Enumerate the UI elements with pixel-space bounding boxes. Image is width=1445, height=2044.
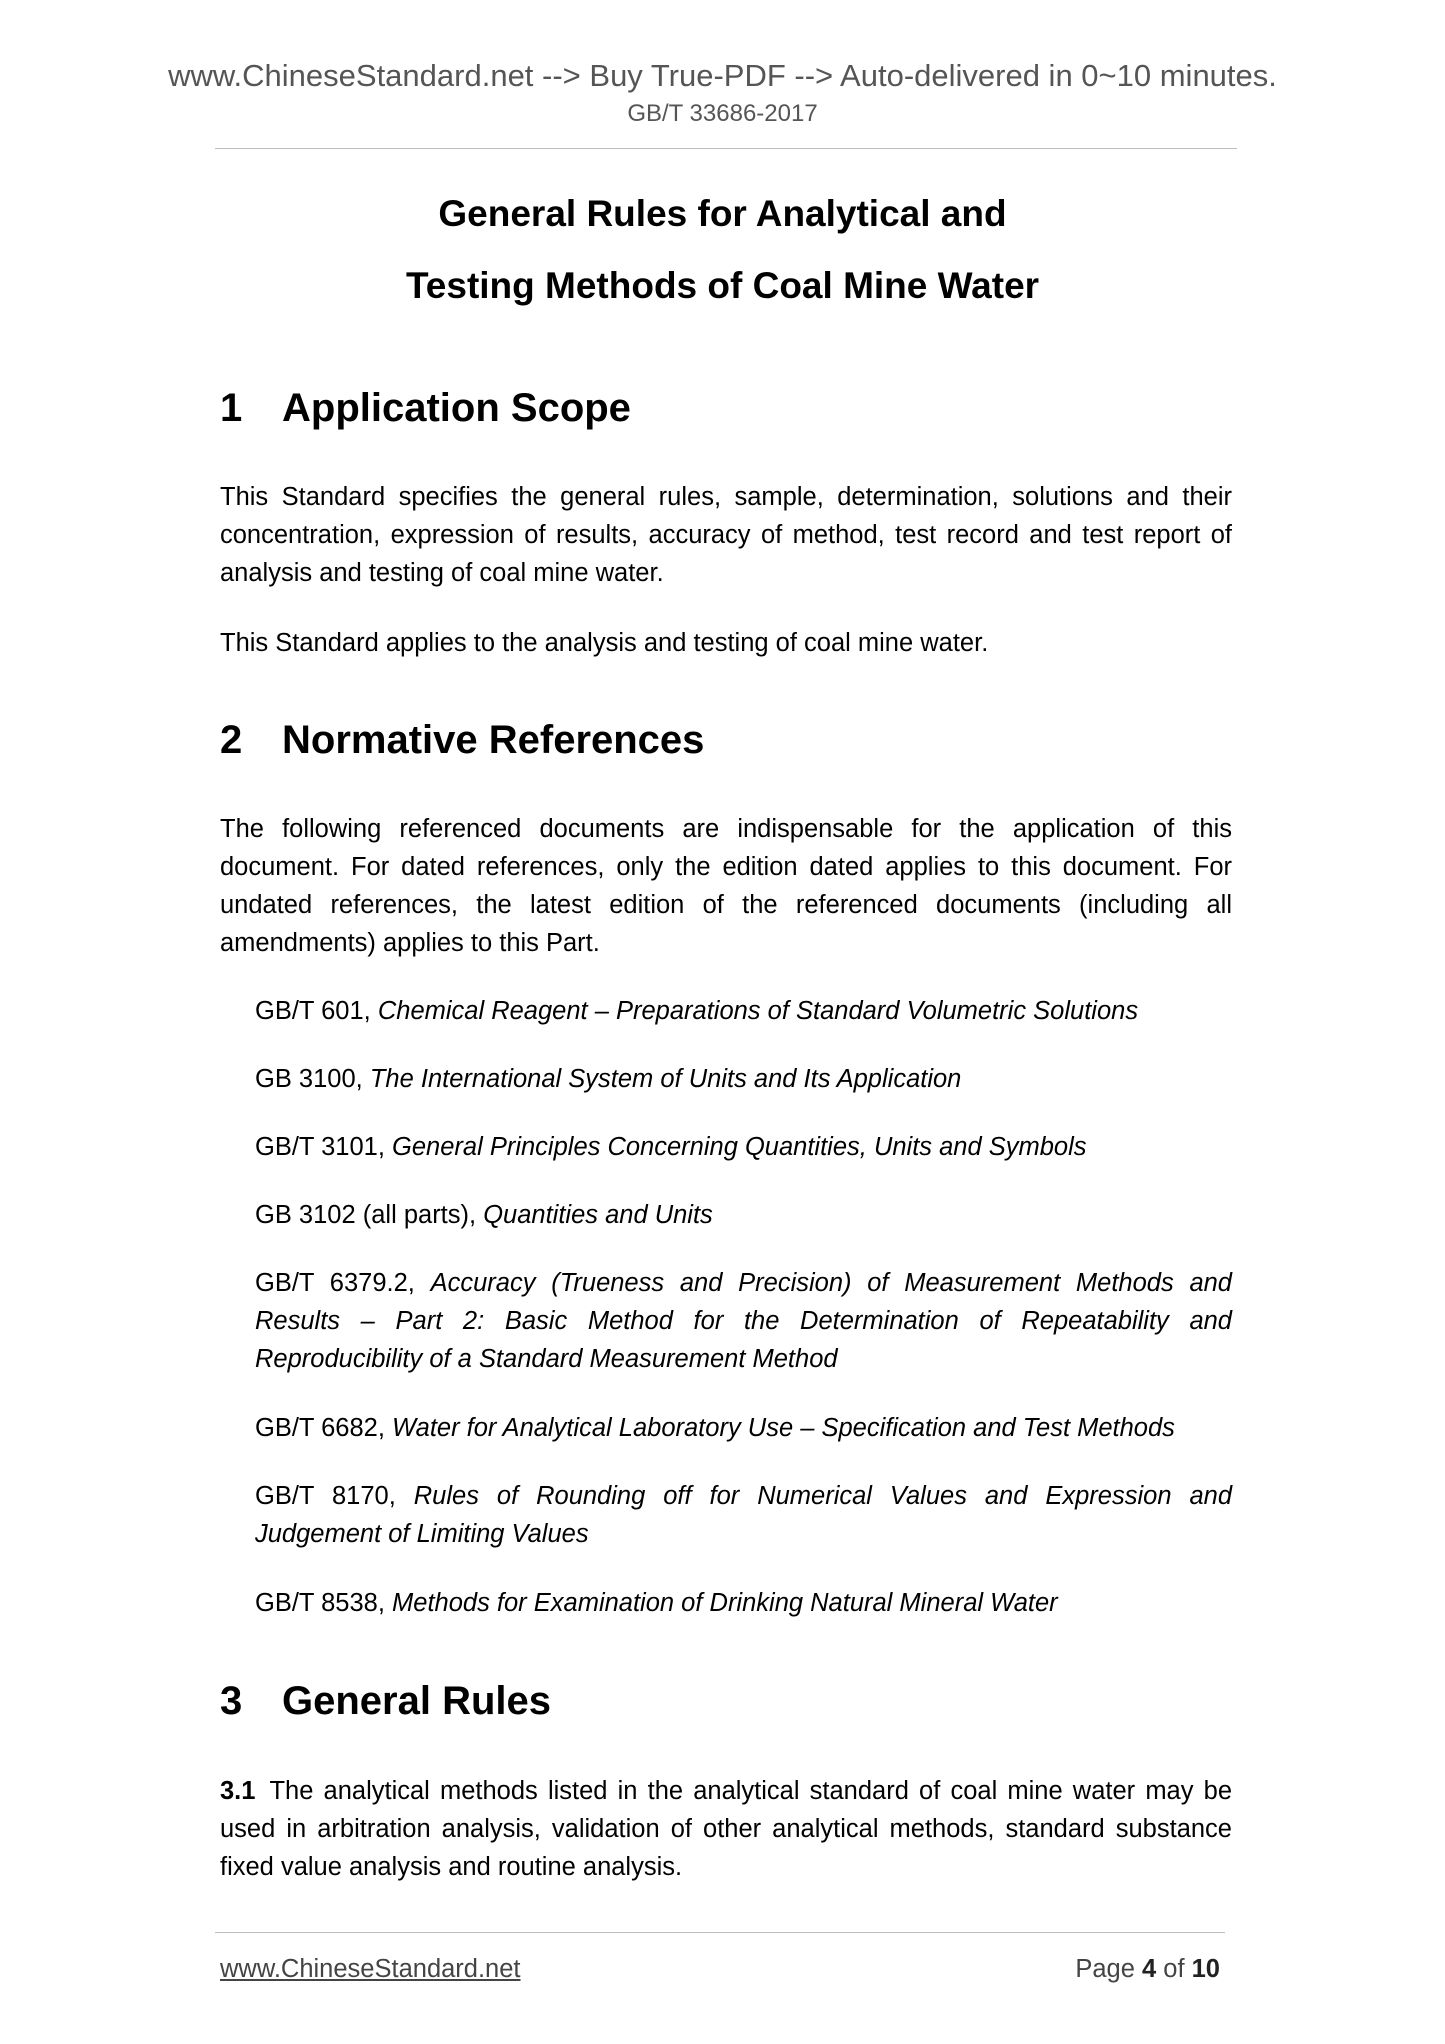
reference-title: Methods for Examination of Drinking Natural Mineral Water — [392, 1589, 1058, 1617]
clause-3-1 — [220, 1772, 1232, 1886]
page-total: 10 — [1191, 1955, 1220, 1983]
reference-item — [255, 1196, 1232, 1234]
reference-title: General Principles Concerning Quantities, Units and Symbols — [392, 1133, 1087, 1161]
reference-code: GB/T 3101, — [255, 1133, 393, 1161]
section-number: 3 — [220, 1679, 243, 1723]
section-3-heading — [220, 1678, 551, 1724]
section-1-heading — [220, 385, 631, 431]
header-banner[interactable]: www.ChineseStandard.net --> Buy True-PDF --> Auto-delivered in 0~10 minutes. — [168, 58, 1277, 93]
section-1-paragraph-1: This Standard specifies the general rules, sample, determination, solutions and their concentration, expression of results, accuracy of method, test record and test report of analysis and testing of coal mine water. — [220, 483, 1232, 587]
section-number: 2 — [220, 718, 243, 762]
section-title: General Rules — [282, 1679, 552, 1723]
reference-item — [255, 1060, 1232, 1098]
reference-item — [255, 1477, 1232, 1553]
footer-website-link[interactable]: www.ChineseStandard.net — [220, 1955, 521, 1983]
reference-code: GB 3102 (all parts), — [255, 1201, 484, 1229]
reference-item — [255, 1584, 1232, 1622]
reference-item — [255, 1128, 1232, 1166]
clause-text: The analytical methods listed in the analytical standard of coal mine water may be used in arbitration analysis, validation of other analytical methods, standard substance fixed value analysis and routine analysis. — [220, 1777, 1232, 1881]
page-of: of — [1156, 1955, 1192, 1983]
section-title: Application Scope — [282, 386, 631, 430]
clause-number: 3.1 — [220, 1777, 256, 1805]
page-prefix: Page — [1075, 1955, 1142, 1983]
section-number: 1 — [220, 386, 243, 430]
document-title-line-1: General Rules for Analytical and — [438, 193, 1007, 234]
reference-item — [255, 1264, 1232, 1378]
reference-title: Chemical Reagent – Preparations of Standard Volumetric Solutions — [377, 997, 1139, 1025]
reference-code: GB/T 8170, — [255, 1482, 414, 1510]
header-standard-code: GB/T 33686-2017 — [627, 100, 818, 127]
reference-title: Rules of Rounding off for Numerical Values and Expression and Judgement of Limiting Values — [255, 1482, 1232, 1548]
section-2-heading — [220, 717, 704, 763]
reference-code: GB 3100, — [255, 1065, 370, 1093]
footer-divider — [215, 1932, 1225, 1933]
header-divider — [215, 148, 1237, 149]
reference-title: The International System of Units and Its Application — [369, 1065, 962, 1093]
reference-code: GB/T 601, — [255, 997, 378, 1025]
reference-title: Water for Analytical Laboratory Use – Specification and Test Methods — [392, 1414, 1175, 1442]
page-current: 4 — [1142, 1955, 1157, 1983]
section-1-paragraph-2: This Standard applies to the analysis and testing of coal mine water. — [220, 629, 989, 657]
reference-title: Quantities and Units — [483, 1201, 713, 1229]
document-title-line-2: Testing Methods of Coal Mine Water — [405, 265, 1040, 306]
reference-item — [255, 1409, 1232, 1447]
reference-title: Accuracy (Trueness and Precision) of Measurement Methods and Results – Part 2: Basic Method for the Determination of Repeatability and Reproducibility of a Standard Measurement Method — [255, 1269, 1232, 1373]
section-title: Normative References — [282, 718, 705, 762]
page-number — [1075, 1954, 1220, 1985]
reference-item — [255, 992, 1232, 1030]
reference-code: GB/T 8538, — [255, 1589, 393, 1617]
reference-code: GB/T 6682, — [255, 1414, 393, 1442]
section-2-paragraph-1: The following referenced documents are indispensable for the application of this document. For dated references, only the edition dated applies to this document. For undated references, the latest edition of the referenced documents (including all amendments) applies to this Part. — [220, 815, 1232, 957]
reference-code: GB/T 6379.2, — [255, 1269, 431, 1297]
